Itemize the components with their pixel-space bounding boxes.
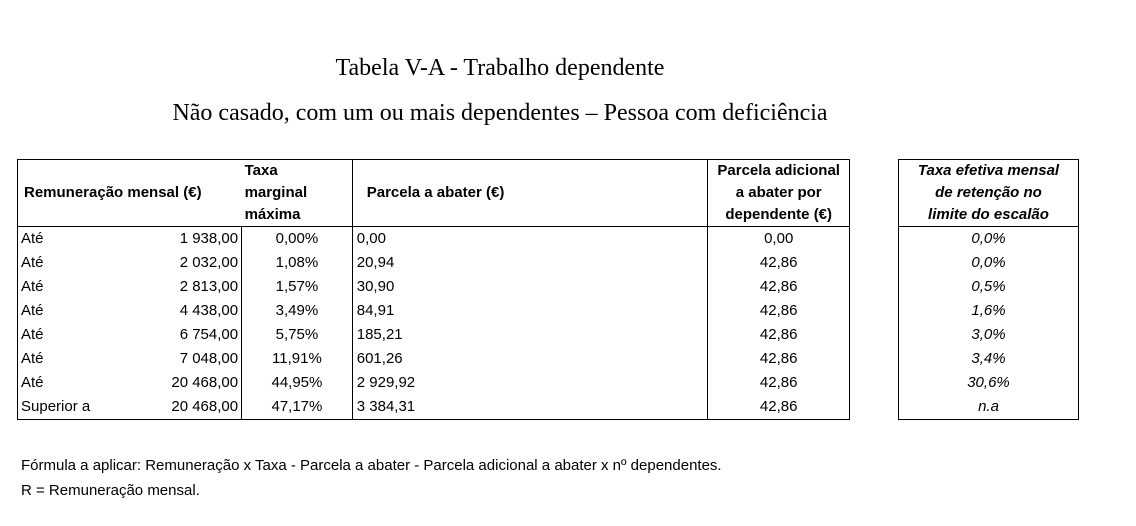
row-label: Até <box>21 350 44 367</box>
row-adicional: 42,86 <box>759 326 798 343</box>
table-row <box>18 395 850 420</box>
row-adicional: 42,86 <box>759 278 798 295</box>
row-adicional: 42,86 <box>759 350 798 367</box>
header-taxa-line2: marginal <box>244 184 308 201</box>
row-label: Superior a <box>21 398 91 415</box>
row-label: Até <box>21 374 44 391</box>
header-adicional-line1: Parcela adicional <box>717 162 840 179</box>
withholding-table <box>17 159 850 420</box>
row-efetiva: 3,0% <box>971 326 1006 343</box>
legend-note: R = Remuneração mensal. <box>21 482 200 499</box>
row-adicional: 0,00 <box>764 230 794 247</box>
row-label: Até <box>21 254 44 271</box>
effective-row <box>899 227 1079 252</box>
row-efetiva: 3,4% <box>971 350 1006 367</box>
row-efetiva: 1,6% <box>971 302 1006 319</box>
header-adicional-line2: a abater por <box>735 184 822 201</box>
row-remuneracao: 2 813,00 <box>132 275 242 299</box>
header-taxa-line3: máxima <box>244 206 301 223</box>
row-label: Até <box>21 278 44 295</box>
header-efetiva-line2: de retenção no <box>935 184 1042 201</box>
effective-header-row <box>899 160 1079 227</box>
table-title: Tabela V-A - Trabalho dependente <box>335 55 665 81</box>
effective-row <box>899 371 1079 395</box>
header-efetiva-line1: Taxa efetiva mensal <box>917 162 1060 179</box>
header-remuneracao: Remuneração mensal (€) <box>18 160 242 227</box>
row-adicional: 42,86 <box>759 254 798 271</box>
row-remuneracao: 20 468,00 <box>132 371 242 395</box>
table-row <box>18 299 850 323</box>
row-taxa: 11,91% <box>242 347 353 371</box>
row-taxa: 3,49% <box>242 299 353 323</box>
effective-row <box>899 251 1079 275</box>
row-taxa: 0,00% <box>242 227 353 252</box>
row-remuneracao: 2 032,00 <box>132 251 242 275</box>
header-taxa-line1: Taxa <box>244 162 278 179</box>
row-efetiva: n.a <box>978 398 999 415</box>
table-row <box>18 251 850 275</box>
table-row <box>18 371 850 395</box>
row-remuneracao: 6 754,00 <box>132 323 242 347</box>
row-adicional: 42,86 <box>759 302 798 319</box>
row-adicional: 42,86 <box>759 398 798 415</box>
row-taxa: 1,57% <box>242 275 353 299</box>
row-taxa: 47,17% <box>242 395 353 420</box>
row-remuneracao: 1 938,00 <box>132 227 242 252</box>
row-label: Até <box>21 230 44 247</box>
effective-rate-table <box>898 159 1079 420</box>
row-parcela: 30,90 <box>352 275 708 299</box>
row-parcela: 2 929,92 <box>352 371 708 395</box>
formula-note: Fórmula a aplicar: Remuneração x Taxa - Parcela a abater - Parcela adicional a abater x nº dependentes. <box>21 457 722 474</box>
header-row <box>18 160 850 227</box>
effective-row <box>899 395 1079 420</box>
row-label: Até <box>21 326 44 343</box>
row-remuneracao: 20 468,00 <box>132 395 242 420</box>
row-efetiva: 0,0% <box>971 230 1006 247</box>
row-parcela: 601,26 <box>352 347 708 371</box>
table-row <box>18 275 850 299</box>
table-row <box>18 227 850 252</box>
table-row <box>18 323 850 347</box>
row-parcela: 3 384,31 <box>352 395 708 420</box>
row-label: Até <box>21 302 44 319</box>
effective-row <box>899 323 1079 347</box>
header-adicional-line3: dependente (€) <box>725 206 833 223</box>
effective-row <box>899 299 1079 323</box>
table-subtitle: Não casado, com um ou mais dependentes – Pessoa com deficiência <box>172 100 828 126</box>
header-efetiva <box>899 160 1079 227</box>
header-taxa <box>242 160 353 227</box>
row-parcela: 20,94 <box>352 251 708 275</box>
row-parcela: 185,21 <box>352 323 708 347</box>
row-efetiva: 0,5% <box>971 278 1006 295</box>
row-remuneracao: 4 438,00 <box>132 299 242 323</box>
row-adicional: 42,86 <box>759 374 798 391</box>
row-taxa: 5,75% <box>242 323 353 347</box>
effective-row <box>899 347 1079 371</box>
row-remuneracao: 7 048,00 <box>132 347 242 371</box>
row-parcela: 84,91 <box>352 299 708 323</box>
row-taxa: 44,95% <box>242 371 353 395</box>
header-parcela: Parcela a abater (€) <box>352 160 708 227</box>
row-efetiva: 30,6% <box>967 374 1010 391</box>
row-efetiva: 0,0% <box>971 254 1006 271</box>
table-row <box>18 347 850 371</box>
row-taxa: 1,08% <box>242 251 353 275</box>
effective-row <box>899 275 1079 299</box>
header-adicional <box>708 160 850 227</box>
header-efetiva-line3: limite do escalão <box>928 206 1049 223</box>
row-parcela: 0,00 <box>352 227 708 252</box>
